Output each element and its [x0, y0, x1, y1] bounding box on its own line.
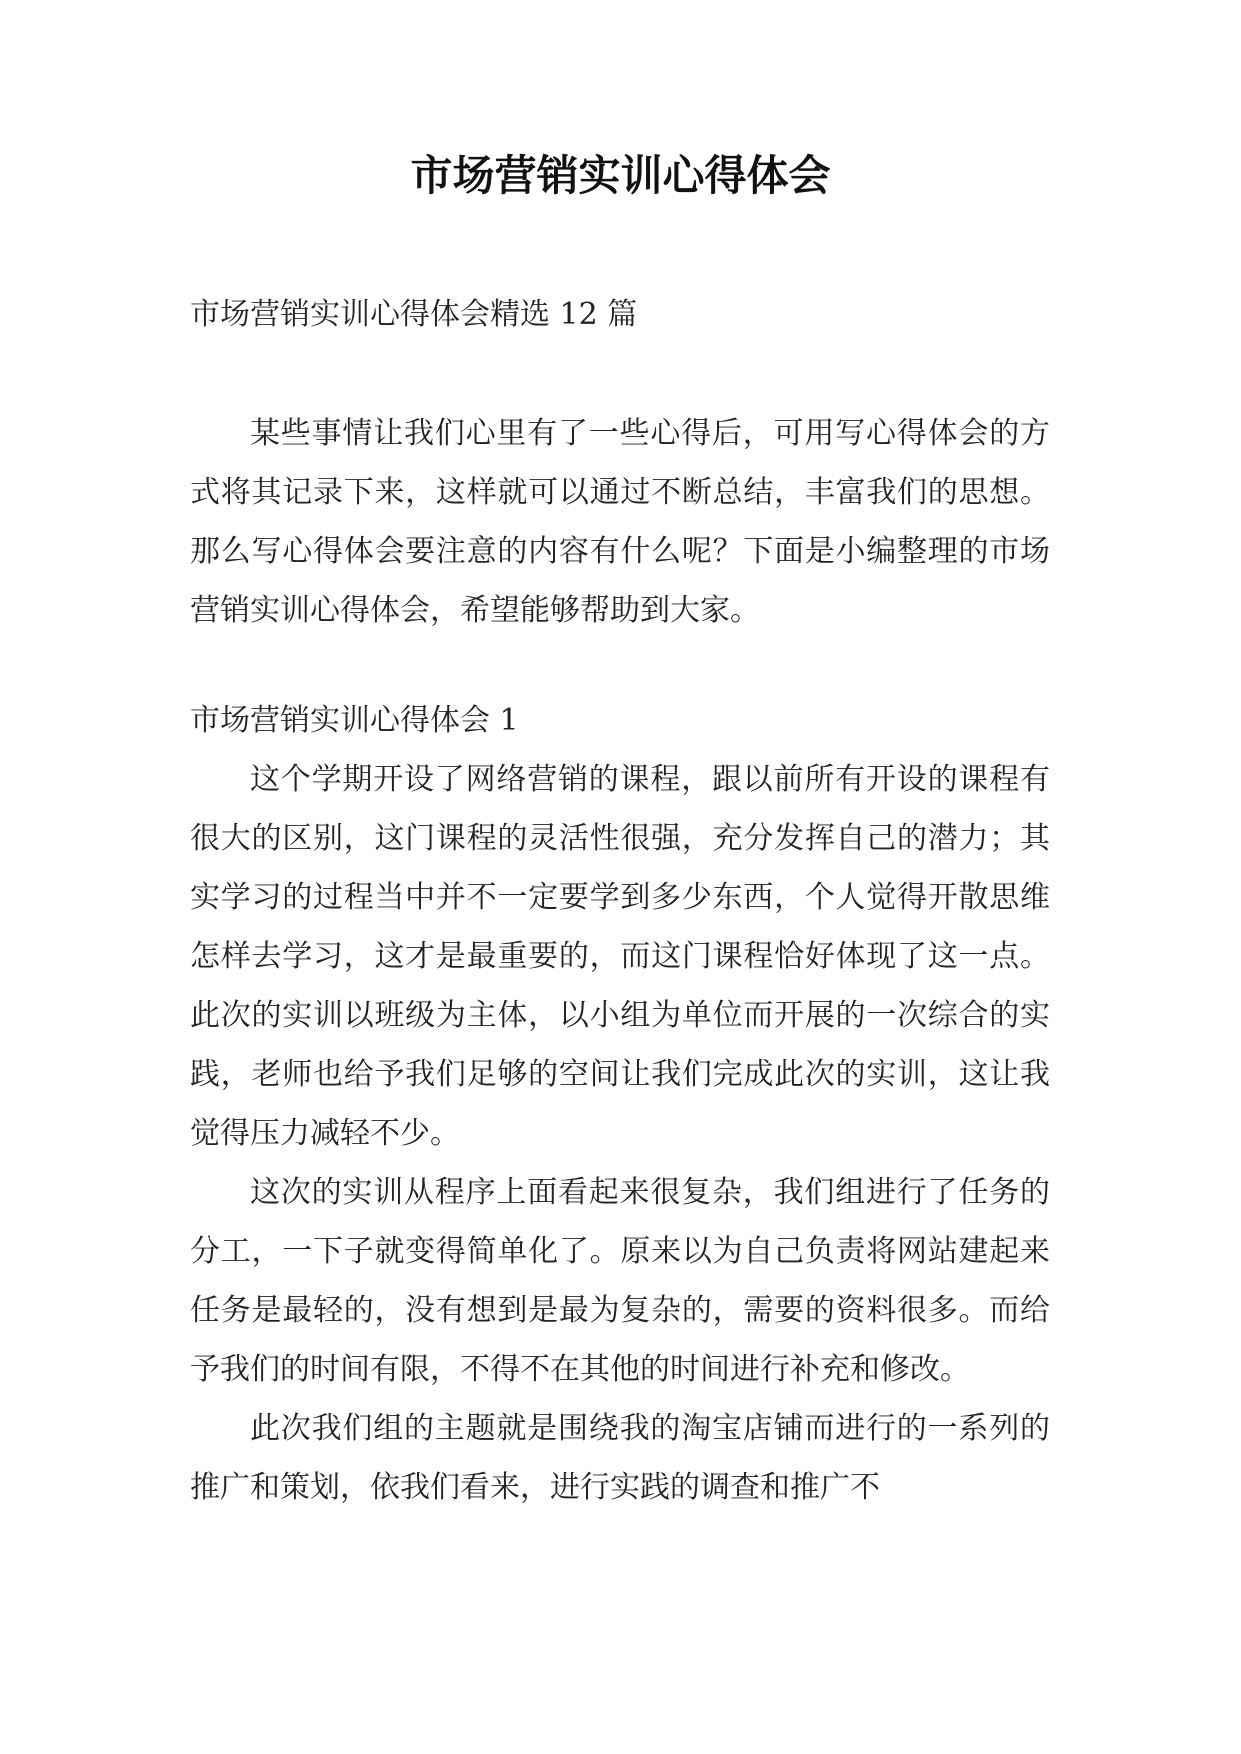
body-paragraph: 此次我们组的主题就是围绕我的淘宝店铺而进行的一系列的推广和策划，依我们看来，进行实践的调查和推广不	[190, 1411, 1050, 1505]
body-paragraph: 这次的实训从程序上面看起来很复杂，我们组进行了任务的分工，一下子就变得简单化了。原来以为自己负责将网站建起来任务是最轻的，没有想到是最为复杂的，需要的资料很多。而给予我们的时间有限，不得不在其他的时间进行补充和修改。	[190, 1175, 1050, 1387]
intro-paragraph: 某些事情让我们心里有了一些心得后，可用写心得体会的方式将其记录下来，这样就可以通过不断总结，丰富我们的思想。那么写心得体会要注意的内容有什么呢？下面是小编整理的市场营销实训心得体会，希望能够帮助到大家。	[190, 416, 1050, 628]
section-heading: 市场营销实训心得体会 1	[190, 703, 519, 738]
document-subtitle: 市场营销实训心得体会精选 12 篇	[190, 297, 638, 332]
document-body	[190, 286, 1050, 1517]
document-title: 市场营销实训心得体会	[410, 151, 831, 200]
body-paragraph: 这个学期开设了网络营销的课程，跟以前所有开设的课程有很大的区别，这门课程的灵活性很强，充分发挥自己的潜力；其实学习的过程当中并不一定要学到多少东西，个人觉得开散思维怎样去学习，这才是最重要的，而这门课程恰好体现了这一点。此次的实训以班级为主体，以小组为单位而开展的一次综合的实践，老师也给予我们足够的空间让我们完成此次的实训，这让我觉得压力减轻不少。	[190, 762, 1050, 1151]
spacer	[190, 344, 1050, 404]
spacer	[190, 640, 1050, 692]
